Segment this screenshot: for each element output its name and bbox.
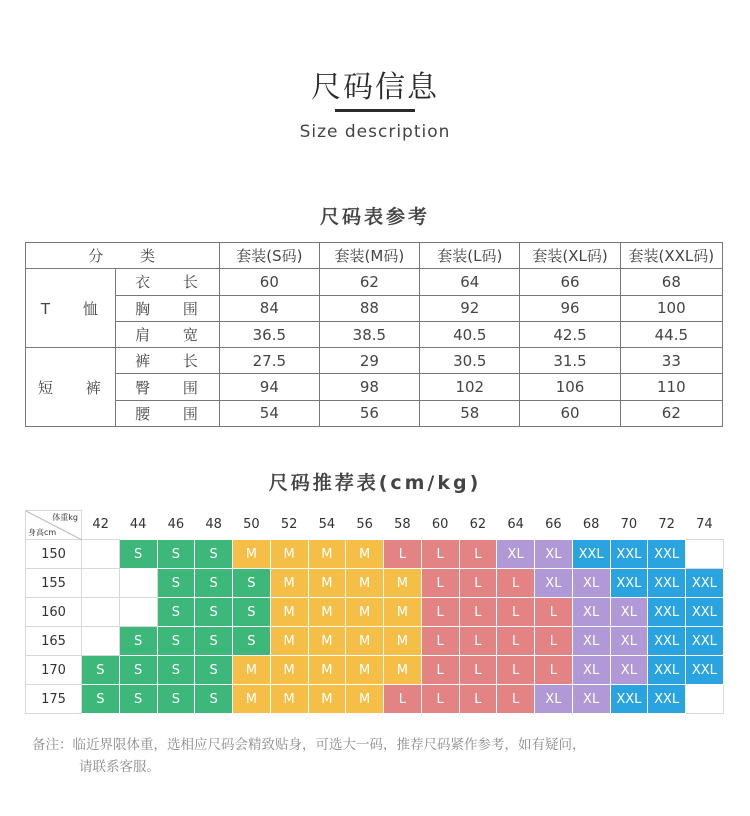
ref-header-size: 套装(XXL码) xyxy=(620,243,722,269)
size-cell: XXL xyxy=(648,540,686,569)
weight-header-cell: 58 xyxy=(384,511,422,540)
ref-value-cell: 40.5 xyxy=(420,321,520,347)
table-row xyxy=(26,598,724,627)
size-cell: XXL xyxy=(686,656,724,685)
empty-cell xyxy=(119,569,157,598)
ref-item-name: 腰 围 xyxy=(115,400,219,426)
ref-value-cell: 38.5 xyxy=(319,321,420,347)
size-cell: L xyxy=(535,627,573,656)
size-cell: XL xyxy=(610,598,648,627)
ref-item-name: 胸 围 xyxy=(115,295,219,321)
ref-value-cell: 94 xyxy=(220,374,319,400)
ref-value-cell: 33 xyxy=(620,348,722,374)
size-cell: M xyxy=(346,627,384,656)
ref-item-name: 裤 长 xyxy=(115,348,219,374)
ref-header-size: 套装(M码) xyxy=(319,243,420,269)
size-cell: L xyxy=(384,685,422,714)
title-underline xyxy=(335,109,415,112)
height-cell: 150 xyxy=(26,540,82,569)
ref-value-cell: 110 xyxy=(620,374,722,400)
size-cell: M xyxy=(270,540,308,569)
ref-header-category: 分 类 xyxy=(26,243,220,269)
weight-header-cell: 72 xyxy=(648,511,686,540)
size-cell: L xyxy=(421,598,459,627)
ref-value-cell: 60 xyxy=(520,400,620,426)
size-cell: L xyxy=(421,540,459,569)
ref-value-cell: 54 xyxy=(220,400,319,426)
size-recommend-table xyxy=(25,510,724,714)
size-cell: M xyxy=(346,685,384,714)
ref-value-cell: 56 xyxy=(319,400,420,426)
ref-item-name: 臀 围 xyxy=(115,374,219,400)
height-cell: 160 xyxy=(26,598,82,627)
size-cell: S xyxy=(233,627,271,656)
size-cell: M xyxy=(308,656,346,685)
size-cell: S xyxy=(119,540,157,569)
page-subtitle: Size description xyxy=(299,122,451,142)
size-cell: M xyxy=(384,569,422,598)
rec-header-row xyxy=(26,511,724,540)
ref-value-cell: 36.5 xyxy=(220,321,319,347)
ref-value-cell: 68 xyxy=(620,269,722,295)
size-cell: XXL xyxy=(648,656,686,685)
size-cell: M xyxy=(308,685,346,714)
size-cell: S xyxy=(195,685,233,714)
page-title: 尺码信息 xyxy=(311,70,439,105)
weight-header-cell: 56 xyxy=(346,511,384,540)
empty-cell xyxy=(686,540,724,569)
ref-value-cell: 92 xyxy=(420,295,520,321)
size-reference-title: 尺码表参考 xyxy=(319,206,430,228)
size-cell: XL xyxy=(535,569,573,598)
empty-cell xyxy=(82,598,120,627)
size-cell: S xyxy=(195,569,233,598)
weight-header-cell: 66 xyxy=(535,511,573,540)
height-cell: 170 xyxy=(26,656,82,685)
ref-header-size: 套装(XL码) xyxy=(520,243,620,269)
table-row xyxy=(26,569,724,598)
empty-cell xyxy=(82,569,120,598)
size-cell: L xyxy=(459,540,497,569)
size-cell: L xyxy=(421,569,459,598)
size-cell: M xyxy=(346,569,384,598)
table-row xyxy=(26,295,723,321)
size-cell: S xyxy=(157,685,195,714)
size-cell: S xyxy=(82,656,120,685)
ref-value-cell: 88 xyxy=(319,295,420,321)
size-cell: S xyxy=(233,598,271,627)
size-cell: L xyxy=(497,685,535,714)
size-cell: XL xyxy=(572,627,610,656)
ref-value-cell: 62 xyxy=(620,400,722,426)
size-cell: S xyxy=(119,627,157,656)
size-cell: M xyxy=(270,598,308,627)
ref-value-cell: 44.5 xyxy=(620,321,722,347)
corner-weight-label: 体重kg xyxy=(52,513,78,522)
height-cell: 155 xyxy=(26,569,82,598)
size-cell: XL xyxy=(572,685,610,714)
ref-header-size: 套装(S码) xyxy=(220,243,319,269)
size-cell: S xyxy=(157,540,195,569)
table-row xyxy=(26,540,724,569)
size-reference-table xyxy=(25,242,723,427)
ref-value-cell: 42.5 xyxy=(520,321,620,347)
empty-cell xyxy=(119,598,157,627)
corner-height-label: 身高cm xyxy=(28,528,57,537)
empty-cell xyxy=(686,685,724,714)
size-cell: L xyxy=(459,627,497,656)
size-cell: L xyxy=(459,685,497,714)
size-cell: L xyxy=(421,685,459,714)
size-cell: S xyxy=(82,685,120,714)
size-cell: S xyxy=(195,598,233,627)
size-cell: M xyxy=(308,569,346,598)
weight-header-cell: 70 xyxy=(610,511,648,540)
size-cell: XXL xyxy=(648,569,686,598)
weight-header-cell: 48 xyxy=(195,511,233,540)
size-cell: M xyxy=(233,685,271,714)
size-cell: XXL xyxy=(686,569,724,598)
size-cell: XL xyxy=(535,540,573,569)
empty-cell xyxy=(82,540,120,569)
size-cell: L xyxy=(497,569,535,598)
size-cell: M xyxy=(384,598,422,627)
ref-value-cell: 62 xyxy=(319,269,420,295)
ref-value-cell: 60 xyxy=(220,269,319,295)
size-cell: XXL xyxy=(610,540,648,569)
ref-value-cell: 27.5 xyxy=(220,348,319,374)
ref-group-name: 短 裤 xyxy=(26,348,116,427)
size-cell: S xyxy=(195,627,233,656)
table-row xyxy=(26,685,724,714)
ref-value-cell: 98 xyxy=(319,374,420,400)
ref-value-cell: 64 xyxy=(420,269,520,295)
size-cell: XXL xyxy=(648,627,686,656)
ref-item-name: 衣 长 xyxy=(115,269,219,295)
size-cell: XL xyxy=(535,685,573,714)
size-cell: XL xyxy=(610,656,648,685)
size-cell: M xyxy=(308,540,346,569)
size-cell: XL xyxy=(497,540,535,569)
size-cell: L xyxy=(497,627,535,656)
weight-header-cell: 60 xyxy=(421,511,459,540)
table-row xyxy=(26,269,723,295)
size-cell: M xyxy=(233,540,271,569)
size-cell: XXL xyxy=(610,685,648,714)
weight-header-cell: 50 xyxy=(233,511,271,540)
size-cell: S xyxy=(195,656,233,685)
size-cell: S xyxy=(157,598,195,627)
ref-value-cell: 106 xyxy=(520,374,620,400)
size-cell: M xyxy=(308,627,346,656)
weight-header-cell: 44 xyxy=(119,511,157,540)
ref-value-cell: 102 xyxy=(420,374,520,400)
size-cell: XL xyxy=(572,656,610,685)
size-cell: XL xyxy=(572,569,610,598)
size-cell: M xyxy=(384,656,422,685)
ref-header-size: 套装(L码) xyxy=(420,243,520,269)
rec-corner-cell xyxy=(26,511,82,540)
ref-group-name: T 恤 xyxy=(26,269,116,348)
size-cell: M xyxy=(270,685,308,714)
size-cell: L xyxy=(535,656,573,685)
weight-header-cell: 54 xyxy=(308,511,346,540)
ref-item-name: 肩 宽 xyxy=(115,321,219,347)
size-cell: L xyxy=(497,656,535,685)
weight-header-cell: 68 xyxy=(572,511,610,540)
size-cell: XXL xyxy=(648,598,686,627)
empty-cell xyxy=(82,627,120,656)
size-cell: L xyxy=(421,656,459,685)
size-cell: M xyxy=(346,656,384,685)
note-line-1: 备注：临近界限体重，选相应尺码会精致贴身，可选大一码，推荐尺码紧作参考，如有疑问， xyxy=(32,737,586,753)
size-cell: L xyxy=(459,598,497,627)
size-cell: S xyxy=(157,627,195,656)
ref-value-cell: 66 xyxy=(520,269,620,295)
ref-value-cell: 29 xyxy=(319,348,420,374)
size-cell: L xyxy=(535,598,573,627)
weight-header-cell: 42 xyxy=(82,511,120,540)
size-cell: XXL xyxy=(686,627,724,656)
size-cell: M xyxy=(346,598,384,627)
height-cell: 175 xyxy=(26,685,82,714)
weight-header-cell: 52 xyxy=(270,511,308,540)
table-row xyxy=(26,400,723,426)
table-row xyxy=(26,374,723,400)
ref-value-cell: 96 xyxy=(520,295,620,321)
size-cell: S xyxy=(233,569,271,598)
table-row xyxy=(26,656,724,685)
ref-value-cell: 100 xyxy=(620,295,722,321)
size-cell: S xyxy=(157,569,195,598)
ref-value-cell: 30.5 xyxy=(420,348,520,374)
weight-header-cell: 64 xyxy=(497,511,535,540)
size-cell: L xyxy=(459,569,497,598)
size-cell: M xyxy=(346,540,384,569)
weight-header-cell: 62 xyxy=(459,511,497,540)
note xyxy=(32,734,692,778)
ref-header-row xyxy=(26,243,723,269)
size-cell: M xyxy=(270,569,308,598)
table-row xyxy=(26,321,723,347)
note-line-2: 请联系客服。 xyxy=(79,759,160,775)
size-cell: L xyxy=(459,656,497,685)
size-cell: XXL xyxy=(610,569,648,598)
size-cell: M xyxy=(308,598,346,627)
weight-header-cell: 74 xyxy=(686,511,724,540)
weight-header-cell: 46 xyxy=(157,511,195,540)
size-cell: XL xyxy=(572,598,610,627)
table-row xyxy=(26,348,723,374)
size-recommend-title: 尺码推荐表(cm/kg) xyxy=(268,472,482,494)
size-cell: XL xyxy=(610,627,648,656)
size-cell: XXL xyxy=(686,598,724,627)
size-cell: XXL xyxy=(572,540,610,569)
size-cell: S xyxy=(157,656,195,685)
size-cell: S xyxy=(119,656,157,685)
size-cell: S xyxy=(195,540,233,569)
size-cell: L xyxy=(384,540,422,569)
size-cell: M xyxy=(270,627,308,656)
size-cell: XXL xyxy=(648,685,686,714)
height-cell: 165 xyxy=(26,627,82,656)
ref-value-cell: 58 xyxy=(420,400,520,426)
size-cell: M xyxy=(270,656,308,685)
ref-value-cell: 31.5 xyxy=(520,348,620,374)
ref-value-cell: 84 xyxy=(220,295,319,321)
table-row xyxy=(26,627,724,656)
size-cell: L xyxy=(421,627,459,656)
size-cell: M xyxy=(384,627,422,656)
size-cell: M xyxy=(233,656,271,685)
size-cell: S xyxy=(119,685,157,714)
size-cell: L xyxy=(497,598,535,627)
